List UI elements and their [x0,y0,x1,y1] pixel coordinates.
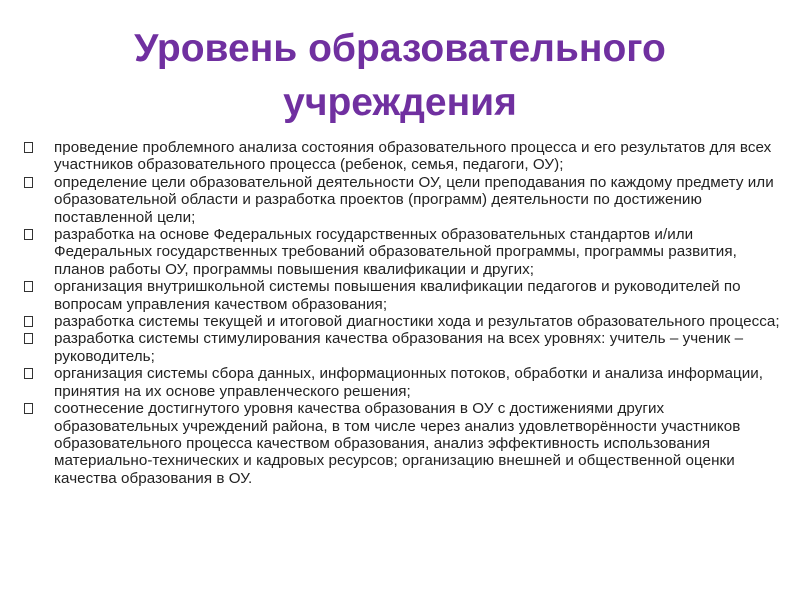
bullet-text: разработка системы стимулирования качества образования на всех уровнях: учитель – ученик – руководитель; [54,330,744,365]
bullet-text: соотнесение достигнутого уровня качества образования в ОУ с достижениями других образовательных учреждений района, в том числе через анализ удовлетворённости участников образовательного процесса качеством образования, анализ эффективность использования материально-технических и кадровых ресурсов; организацию внешней и общественной оценки качества образования в ОУ. [54,400,741,487]
slide-title-line-2: учреждения [283,81,517,124]
bullet-text: организация внутришкольной системы повышения квалификации педагогов и руководителей по вопросам управления качеством образования; [54,278,741,313]
bullet-text: проведение проблемного анализа состояния образовательного процесса и его результатов для всех участников образовательного процесса (ребенок, семья, педагоги, ОУ); [54,139,772,174]
bullet-item [22,226,790,278]
square-bullet-icon [24,281,33,292]
bullet-item [22,365,790,400]
square-bullet-icon [24,316,33,327]
bullet-item [22,174,790,226]
bullet-text: разработка на основе Федеральных государственных образовательных стандартов и/или Федеральных государственных требований образовательной программы, программы развития, планов работы ОУ, программы повышения квалификации и других; [54,226,737,278]
bullet-item [22,313,790,330]
square-bullet-icon [24,368,33,379]
bullet-text: разработка системы текущей и итоговой диагностики хода и результатов образовательного процесса; [54,313,780,331]
slide-title [60,22,740,130]
bullet-list [22,139,790,487]
square-bullet-icon [24,177,33,188]
bullet-item [22,400,790,487]
square-bullet-icon [24,333,33,344]
square-bullet-icon [24,403,33,414]
bullet-text: определение цели образовательной деятельности ОУ, цели преподавания по каждому предмету или образовательной области и разработка проектов (программ) деятельности по достижению поставленной цели; [54,173,774,226]
square-bullet-icon [24,142,33,153]
bullet-item [22,330,790,365]
bullet-item [22,139,790,174]
bullet-text: организация системы сбора данных, информационных потоков, обработки и анализа информации, принятия на их основе управленческого решения; [54,365,764,400]
square-bullet-icon [24,229,33,240]
slide-title-line-1: Уровень образовательного [134,27,666,70]
bullet-item [22,278,790,313]
